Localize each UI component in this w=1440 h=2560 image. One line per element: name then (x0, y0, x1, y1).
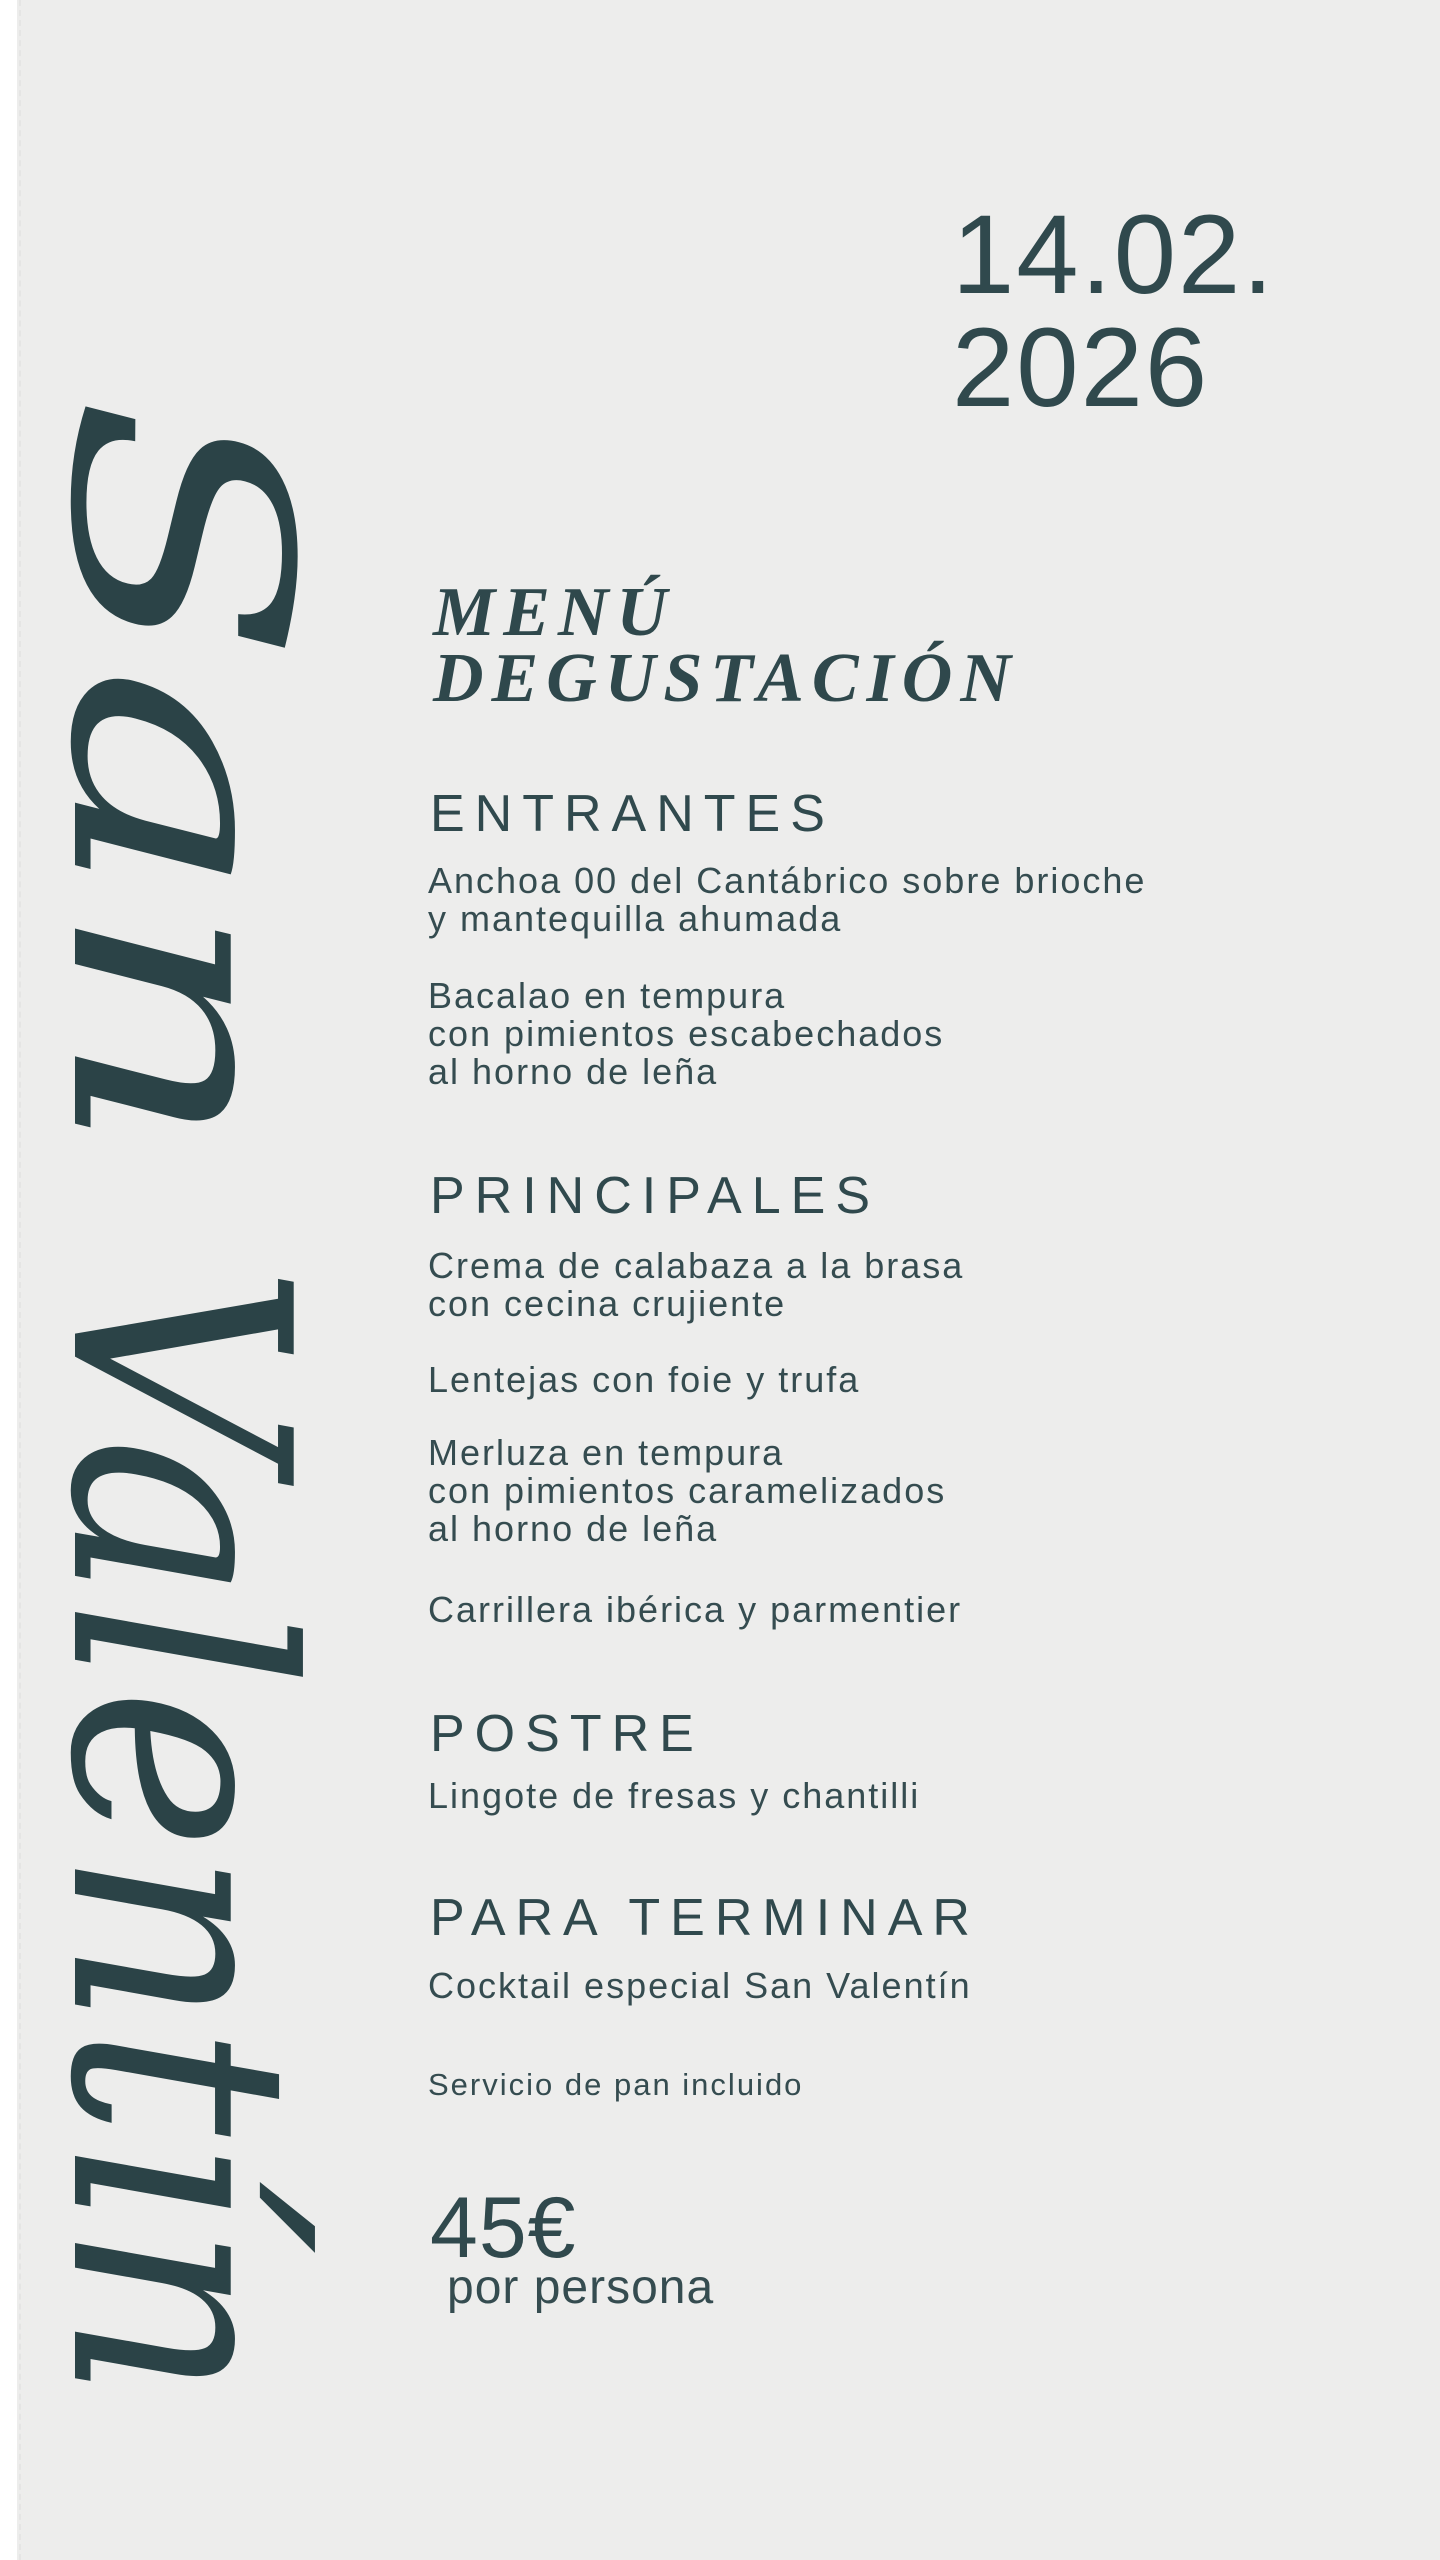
side-script-word-valentin: Valentín (4, 1265, 353, 2510)
menu-item-line: al horno de leña (428, 1508, 719, 1549)
menu-item-line: con pimientos caramelizados (428, 1470, 947, 1511)
section-heading-postre: POSTRE (430, 1705, 704, 1763)
section-heading-para-terminar: PARA TERMINAR (430, 1889, 980, 1947)
menu-item-line: Crema de calabaza a la brasa (428, 1245, 965, 1286)
section-heading-entrantes: ENTRANTES (430, 785, 835, 843)
menu-title (433, 574, 1019, 717)
menu-item-line: Lentejas con foie y trufa (428, 1359, 861, 1400)
menu-item-line: Lingote de fresas y chantilli (428, 1775, 921, 1816)
menu-item (428, 1361, 860, 1399)
menu-item-line: al horno de leña (428, 1051, 719, 1092)
menu-item (428, 1967, 972, 2005)
menu-title-line2: DEGUSTACIÓN (433, 640, 1019, 717)
menu-item-line: Bacalao en tempura (428, 975, 787, 1016)
section-heading-principales: PRINCIPALES (430, 1167, 881, 1225)
menu-item-line: Merluza en tempura (428, 1432, 785, 1473)
menu-item (428, 1434, 946, 1548)
price-per-person-label: por persona (447, 2261, 715, 2314)
event-date (952, 192, 1276, 430)
price-value: 45€ (430, 2180, 577, 2276)
event-date-line2: 2026 (952, 305, 1210, 430)
menu-item-line: Anchoa 00 del Cantábrico sobre brioche (428, 860, 1147, 901)
menu-item (428, 977, 944, 1091)
side-script-decoration (0, 0, 380, 2560)
menu-item-line: con pimientos escabechados (428, 1013, 945, 1054)
menu-item-line: Carrillera ibérica y parmentier (428, 1589, 963, 1630)
menu-item-line: con cecina crujiente (428, 1283, 787, 1324)
event-date-line1: 14.02. (952, 192, 1276, 317)
menu-item (428, 1777, 920, 1815)
menu-item (428, 862, 1146, 938)
menu-item (428, 1591, 962, 1629)
menu-title-line1: MENÚ (433, 574, 676, 651)
menu-item-line: y mantequilla ahumada (428, 898, 843, 939)
menu-item (428, 1247, 964, 1323)
bread-service-note: Servicio de pan incluido (428, 2067, 804, 2102)
menu-item-line: Cocktail especial San Valentín (428, 1965, 972, 2006)
side-script-word-san: San (4, 395, 353, 973)
